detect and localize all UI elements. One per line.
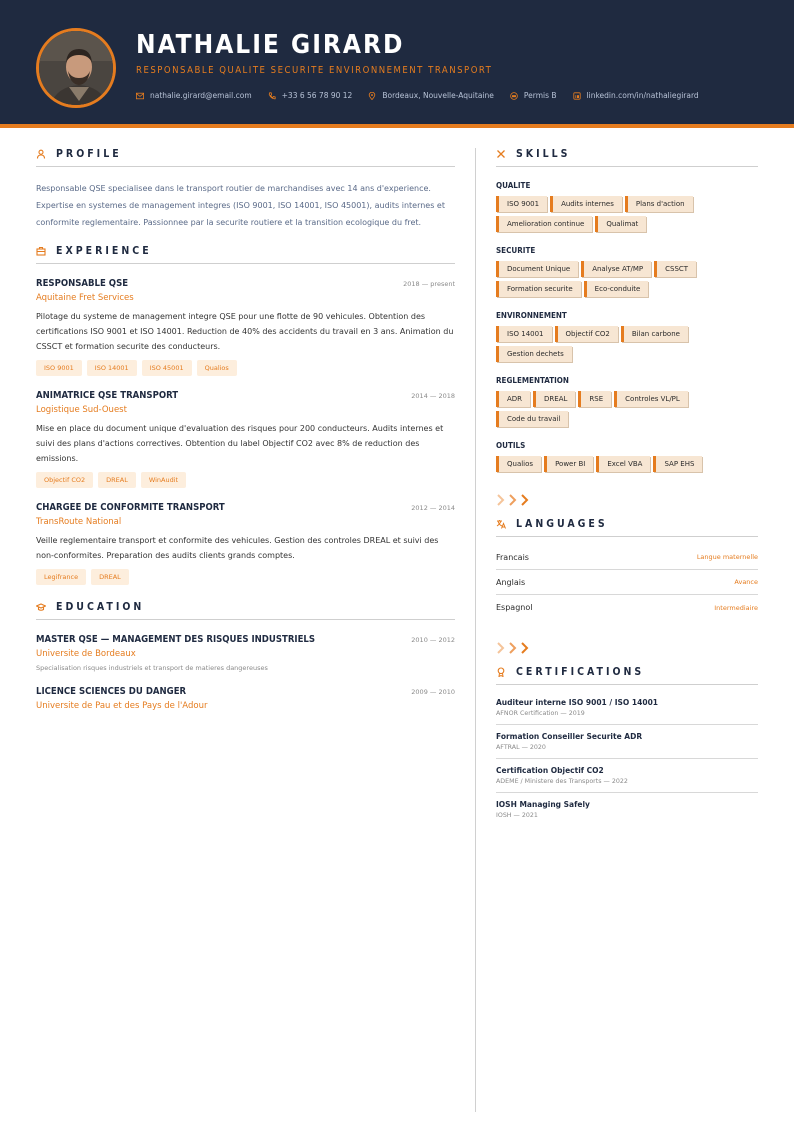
tag: ISO 14001 (87, 360, 137, 376)
skill-chip: Plans d'action (625, 196, 693, 212)
skill-chips (496, 391, 758, 427)
position-description: Mise en place du document unique d'evaluation des risques pour 200 conducteurs. Audits internes et suivi des plans d'actions correctives. Obtention du label Objectif CO2 avec 8% de reduction des emissions. (36, 424, 444, 463)
skill-chip: Document Unique (496, 261, 578, 277)
skill-chip: Formation securite (496, 281, 581, 297)
skill-chip: DREAL (533, 391, 575, 407)
skill-chips (496, 326, 758, 362)
main-column (36, 148, 455, 711)
tag: DREAL (91, 569, 129, 585)
skill-chip: Qualimat (595, 216, 646, 232)
education-heading (36, 601, 455, 620)
degree-dates: 2009 — 2010 (411, 688, 455, 696)
skill-chip: ADR (496, 391, 530, 407)
certification-name: IOSH Managing Safely (496, 800, 590, 809)
language-row (496, 595, 758, 620)
certifications-heading (496, 666, 758, 685)
language-name: Anglais (496, 577, 526, 587)
skill-chip: ISO 9001 (496, 196, 547, 212)
job-title: RESPONSABLE QUALITE SECURITE ENVIRONNEMENT TRANSPORT (136, 65, 493, 76)
company-name: Logistique Sud-Ouest (36, 405, 127, 415)
person-icon (36, 149, 46, 159)
award-icon (496, 667, 506, 677)
skill-chip: CSSCT (654, 261, 696, 277)
degree-title: LICENCE SCIENCES DU DANGER (36, 686, 187, 697)
candidate-name: NATHALIE GIRARD (136, 30, 405, 60)
position-dates: 2018 — present (403, 280, 455, 288)
position-title: ANIMATRICE QSE TRANSPORT (36, 390, 179, 401)
position-dates: 2012 — 2014 (411, 504, 455, 512)
profile-heading (36, 148, 455, 167)
skill-chip: Qualios (496, 456, 541, 472)
language-row (496, 570, 758, 595)
email-icon (136, 92, 144, 100)
tag: Objectif CO2 (36, 472, 93, 488)
experience-item (36, 390, 455, 488)
chevron-right-icon (522, 495, 527, 505)
certification-issuer: AFTRAL — 2020 (496, 744, 546, 751)
tag: ISO 45001 (142, 360, 192, 376)
skill-chips (496, 456, 758, 472)
tag: Legifrance (36, 569, 86, 585)
skill-category: REGLEMENTATION (496, 376, 569, 385)
tools-icon (496, 149, 506, 159)
header-accent-bar (0, 124, 794, 128)
tag-list (36, 472, 455, 488)
experience-heading (36, 245, 455, 264)
certification-item (496, 691, 758, 725)
company-name: TransRoute National (36, 517, 122, 527)
certification-issuer: IOSH — 2021 (496, 812, 538, 819)
certification-name: Auditeur interne ISO 9001 / ISO 14001 (496, 698, 659, 707)
skill-chips (496, 261, 758, 297)
linkedin-icon (573, 92, 581, 100)
car-icon (510, 92, 518, 100)
certification-name: Formation Conseiller Securite ADR (496, 732, 643, 741)
briefcase-icon (36, 246, 46, 256)
tag-list (36, 569, 455, 585)
language-list (496, 545, 758, 620)
chevron-right-icon (510, 495, 515, 505)
skill-chip: Code du travail (496, 411, 568, 427)
tag: Qualios (197, 360, 237, 376)
header (0, 0, 794, 124)
degree-title: MASTER QSE — MANAGEMENT DES RISQUES INDUSTRIELS (36, 634, 316, 645)
position-title: RESPONSABLE QSE (36, 278, 129, 289)
contact-linkedin[interactable] (573, 91, 699, 100)
chevron-right-icon (522, 643, 527, 653)
language-level: Langue maternelle (696, 553, 758, 561)
language-level: Avance (734, 578, 758, 586)
languages-heading (496, 518, 758, 537)
contact-phone[interactable] (268, 91, 353, 100)
section-title: CERTIFICATIONS (516, 666, 645, 678)
language-row (496, 545, 758, 570)
skill-category: OUTILS (496, 441, 526, 450)
certification-item (496, 793, 758, 826)
skill-chip: Analyse AT/MP (581, 261, 651, 277)
license-text: Permis B (523, 91, 557, 100)
tag-list (36, 360, 455, 376)
skill-category: ENVIRONNEMENT (496, 311, 567, 320)
language-level: Intermediaire (714, 603, 758, 612)
company-name: Aquitaine Fret Services (36, 293, 134, 303)
chevron-divider (496, 640, 758, 654)
side-column (496, 148, 758, 826)
skill-category: QUALITE (496, 181, 531, 190)
profile-text: Responsable QSE specialisee dans le transport routier de marchandises avec 14 ans d'experience. Expertise en systemes de management integres (ISO 9001, ISO 14001, ISO 45001), audits internes et conformite reglementaire. Passionnee par la securite routiere et la transition ecologique du fret. (36, 184, 445, 227)
contact-email[interactable] (136, 91, 252, 100)
translate-icon (496, 519, 506, 529)
skill-chip: SAP EHS (653, 456, 702, 472)
experience-item (36, 278, 455, 376)
avatar (36, 28, 116, 108)
school-name: Universite de Bordeaux (36, 649, 136, 659)
skill-chip: Objectif CO2 (555, 326, 618, 342)
skill-chip: Eco-conduite (584, 281, 649, 297)
skill-category: SECURITE (496, 246, 536, 255)
experience-item (36, 502, 455, 585)
certification-item (496, 759, 758, 793)
certification-name: Certification Objectif CO2 (496, 766, 604, 775)
section-title: PROFILE (56, 148, 122, 160)
section-title: EXPERIENCE (56, 245, 152, 257)
position-dates: 2014 — 2018 (411, 392, 455, 400)
position-title: CHARGEE DE CONFORMITE TRANSPORT (36, 502, 225, 513)
tag: WinAudit (141, 472, 186, 488)
tag: DREAL (98, 472, 136, 488)
chevron-right-icon (510, 643, 515, 653)
skill-chips (496, 196, 758, 232)
chevron-right-icon (498, 643, 503, 653)
skill-chip: Excel VBA (596, 456, 650, 472)
contact-license (510, 91, 557, 100)
email-text: nathalie.girard@email.com (150, 91, 252, 100)
position-description: Veille reglementaire transport et conformite des vehicules. Gestion des controles DREAL et suivi des non-conformites. Preparation des audits clients grands comptes. (36, 536, 439, 560)
language-name: Francais (496, 552, 529, 562)
location-pin-icon (368, 92, 376, 100)
education-item (36, 634, 455, 672)
skill-chip: Amelioration continue (496, 216, 592, 232)
contact-bar (136, 91, 699, 100)
chevron-right-icon (498, 495, 503, 505)
contact-location (368, 91, 494, 100)
skills-heading (496, 148, 758, 167)
phone-icon (268, 92, 276, 100)
section-title: SKILLS (516, 148, 571, 160)
degree-dates: 2010 — 2012 (411, 636, 455, 644)
phone-text: +33 6 56 78 90 12 (281, 91, 353, 100)
column-divider (475, 148, 476, 1112)
language-name: Espagnol (496, 603, 533, 612)
section-title: LANGUAGES (516, 518, 608, 530)
skill-chip: RSE (578, 391, 611, 407)
certification-issuer: ADEME / Ministere des Transports — 2022 (496, 778, 628, 785)
tag: ISO 9001 (36, 360, 82, 376)
skill-chip: ISO 14001 (496, 326, 552, 342)
linkedin-text: linkedin.com/in/nathaliegirard (586, 91, 699, 100)
skill-chip: Audits internes (550, 196, 622, 212)
school-name: Universite de Pau et des Pays de l'Adour (36, 701, 208, 711)
skill-chip: Gestion dechets (496, 346, 572, 362)
skill-chip: Power BI (544, 456, 593, 472)
degree-note: Specialisation risques industriels et transport de matieres dangereuses (36, 664, 268, 672)
position-description: Pilotage du systeme de management integre QSE pour une flotte de 90 vehicules. Obtention des certifications ISO 9001 et ISO 14001. Reduction de 40% des accidents du travail en 3 ans. Animation du CSSCT et formation securite des conducteurs. (36, 312, 454, 351)
location-text: Bordeaux, Nouvelle-Aquitaine (382, 91, 494, 100)
skill-chip: Bilan carbone (621, 326, 688, 342)
graduation-cap-icon (36, 602, 46, 612)
certification-item (496, 725, 758, 759)
chevron-divider (496, 492, 758, 506)
skill-chip: Controles VL/PL (614, 391, 688, 407)
education-item (36, 686, 455, 711)
section-title: EDUCATION (56, 601, 145, 613)
certification-issuer: AFNOR Certification — 2019 (496, 710, 585, 717)
certification-list (496, 691, 758, 826)
